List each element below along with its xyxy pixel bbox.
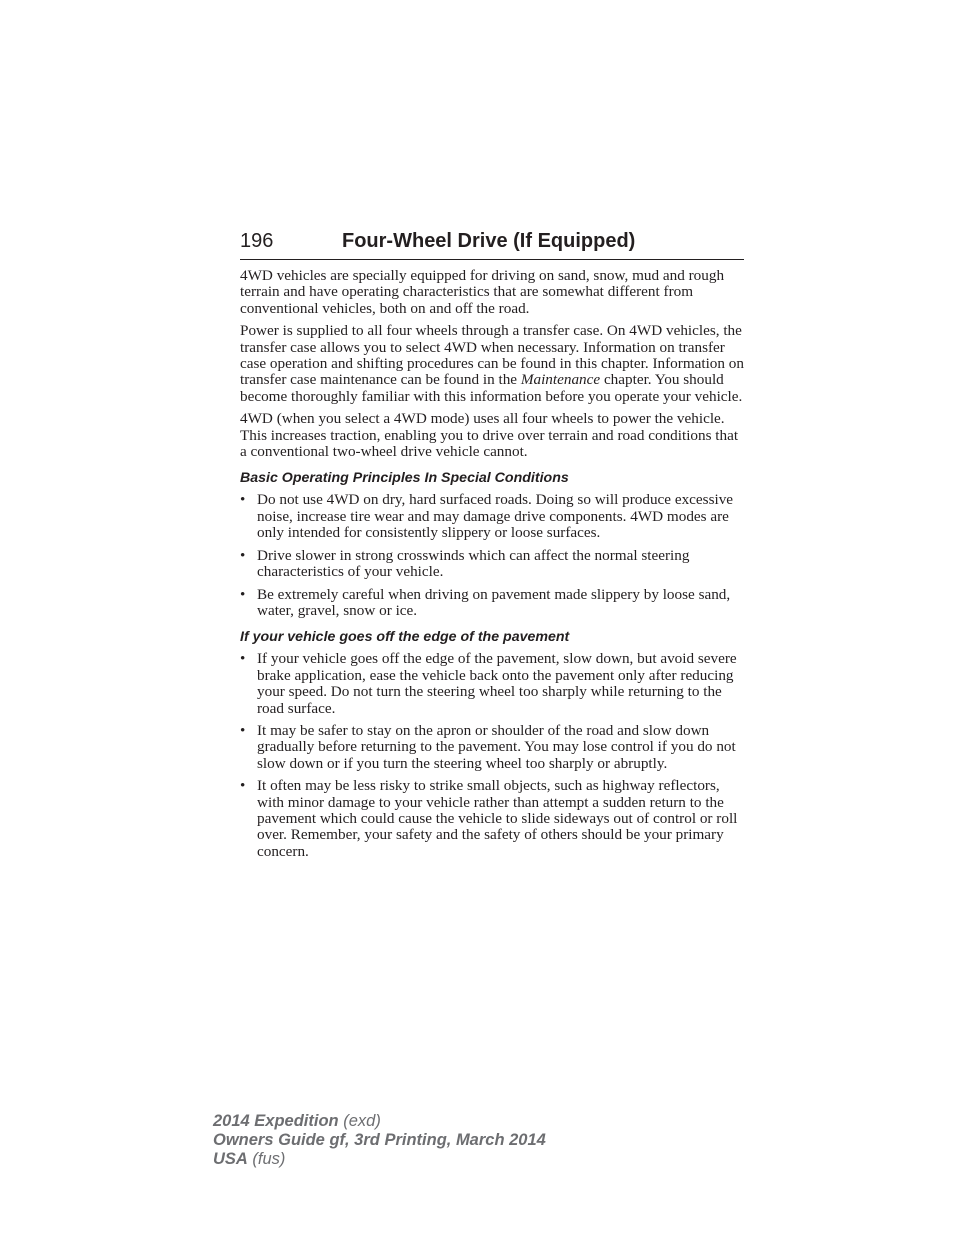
page-number: 196 (240, 230, 274, 252)
bullet-icon: • (240, 491, 246, 509)
footer-line-model (213, 1112, 546, 1131)
intro-paragraph-3: 4WD (when you select a 4WD mode) uses all four wheels to power the vehicle. This increases traction, enabling you to drive over terrain and road conditions that a conventional two-wheel drive vehicle cannot. (240, 410, 739, 461)
chapter-title: Four-Wheel Drive (If Equipped) (342, 230, 636, 252)
footer-line-market (213, 1150, 546, 1169)
basic-principles-list (240, 492, 746, 619)
intro-paragraph-2 (240, 323, 746, 405)
list-item-text: Be extremely careful when driving on pavement made slippery by loose sand, water, gravel, snow or ice. (257, 585, 731, 619)
list-item-text: Do not use 4WD on dry, hard surfaced roads. Doing so will produce excessive noise, increase tire wear and may damage drive components. 4WD modes are only intended for consistently slippery or loose surfaces. (257, 491, 734, 542)
section-heading-basic-principles: Basic Operating Principles In Special Conditions (240, 470, 569, 487)
list-item-text: It often may be less risky to strike small objects, such as highway reflectors, with minor damage to your vehicle rather than attempt a sudden return to the pavement which could cause the vehicle to slide sideways out of control or roll over. Remember, your safety and the safety of others should be your primary concern. (257, 777, 738, 860)
list-item (240, 651, 746, 717)
maintenance-chapter-reference: Maintenance (520, 371, 601, 389)
page-header (240, 228, 744, 260)
list-item (240, 587, 746, 620)
list-item (240, 492, 746, 541)
page-footer (213, 1112, 546, 1169)
bullet-icon: • (240, 546, 246, 564)
page-body (240, 268, 746, 866)
intro-paragraph-2-text-b: chapter. You should become thoroughly familiar with this information before you operate your vehicle. (240, 371, 743, 405)
bullet-icon: • (240, 777, 246, 795)
list-item-text: If your vehicle goes off the edge of the pavement, slow down, but avoid severe brake application, ease the vehicle back onto the pavement only after reducing your speed. Do not turn the steering wheel too sharply while returning to the road surface. (257, 650, 737, 717)
list-item-text: Drive slower in strong crosswinds which can affect the normal steering characteristics of your vehicle. (257, 546, 690, 581)
footer-market-code: (fus) (247, 1150, 286, 1168)
bullet-icon: • (240, 721, 246, 739)
footer-edition: Owners Guide gf, 3rd Printing, March 2014 (213, 1131, 546, 1149)
bullet-icon: • (240, 585, 246, 603)
bullet-icon: • (240, 650, 246, 668)
list-item-text: It may be safer to stay on the apron or shoulder of the road and slow down gradually before returning to the pavement. You may lose control if you do not slow down or if you turn the steering wheel too sharply or abruptly. (257, 721, 736, 772)
list-item (240, 723, 746, 772)
footer-market: USA (213, 1150, 248, 1168)
intro-paragraph-2-text-a: Power is supplied to all four wheels through a transfer case. On 4WD vehicles, the transfer case allows you to select 4WD when necessary. Information on transfer case operation and shifting procedures can be found in this chapter. Information on transfer case maintenance can be found in the (240, 322, 744, 389)
off-pavement-list (240, 651, 746, 860)
list-item (240, 778, 746, 860)
footer-model: 2014 Expedition (213, 1112, 339, 1130)
list-item (240, 548, 746, 581)
section-heading-off-pavement: If your vehicle goes off the edge of the pavement (240, 629, 570, 646)
intro-paragraph-1: 4WD vehicles are specially equipped for driving on sand, snow, mud and rough terrain and have operating characteristics that are somewhat different from conventional vehicles, both on and off the road. (240, 267, 725, 317)
footer-model-code: (exd) (338, 1112, 381, 1130)
footer-line-edition (213, 1131, 546, 1150)
